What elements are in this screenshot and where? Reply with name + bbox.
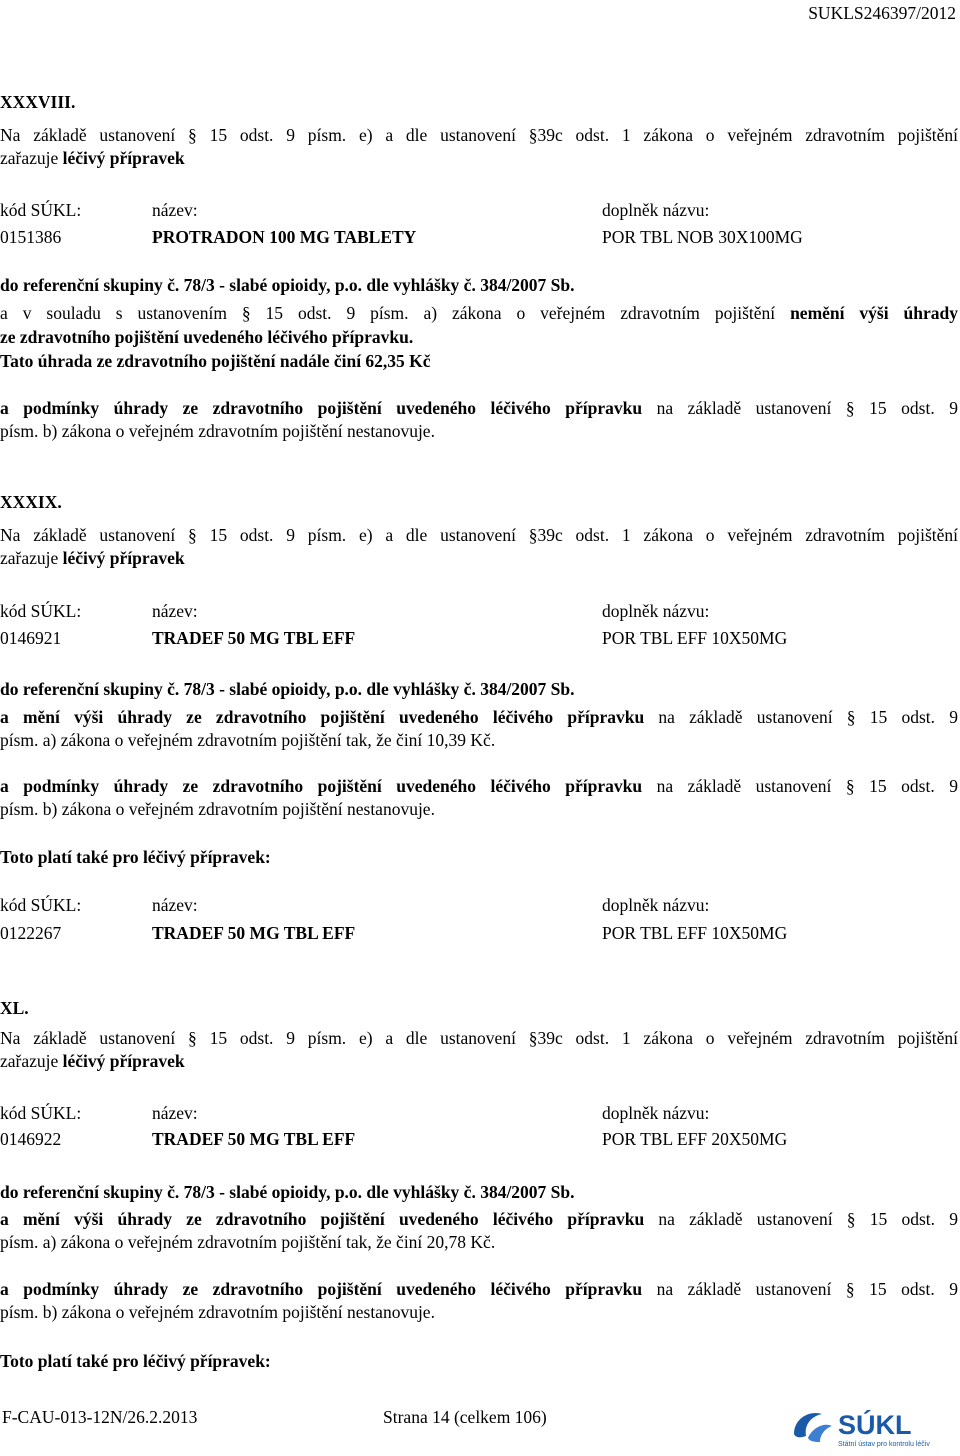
col-supplement-label: doplněk názvu: [602,601,710,621]
change-bold: a mění výši úhrady ze zdravotního pojištění uvedeného léčivého přípravku [0,1209,645,1229]
footer-page-number: Strana 14 (celkem 106) [383,1407,547,1427]
drug-code: 0146922 [0,1129,62,1149]
also-valid-heading: Toto platí také pro léčivý přípravek: [0,1351,271,1371]
logo-swoosh-icon-2 [808,1425,832,1442]
intro-lp: léčivý přípravek [62,1051,185,1071]
conditions-rest: na základě ustanovení § 15 odst. 9 [656,776,958,796]
drug-supplement: POR TBL EFF 20X50MG [602,1129,788,1149]
col-code-label: kód SÚKL: [0,895,82,915]
change-bold: a mění výši úhrady ze zdravotního pojištění uvedeného léčivého přípravku [0,707,645,727]
change-line-2: písm. a) zákona o veřejném zdravotním pojištění tak, že činí 20,78 Kč. [0,1232,496,1252]
conditions-line-2: písm. b) zákona o veřejném zdravotním pojištění nestanovuje. [0,421,435,441]
col-code-label: kód SÚKL: [0,1103,82,1123]
drug-name: TRADEF 50 MG TBL EFF [152,1129,356,1149]
no-change-line-2: ze zdravotního pojištění uvedeného léčivého přípravku. [0,327,414,347]
sukl-logo [788,1404,958,1450]
col-name-label: název: [152,601,198,621]
change-line [0,706,958,728]
no-change-bold: nemění výši úhrady [790,303,959,323]
col-code-label: kód SÚKL: [0,601,82,621]
logo-text: SÚKL [838,1410,912,1440]
document-id: SUKLS246397/2012 [808,3,956,23]
col-name-label: název: [152,1103,198,1123]
intro-zarazuje: zařazuje [0,148,59,168]
conditions-bold: a podmínky úhrady ze zdravotního pojištění uvedeného léčivého přípravku [0,776,643,796]
intro-lp: léčivý přípravek [62,148,185,168]
conditions-line-2: písm. b) zákona o veřejném zdravotním pojištění nestanovuje. [0,1302,435,1322]
conditions-rest: na základě ustanovení § 15 odst. 9 [656,398,958,418]
col-supplement-label: doplněk názvu: [602,200,710,220]
sukl-logo-graphic [788,1404,958,1450]
section-number: XXXVIII. [0,92,76,112]
drug-name: TRADEF 50 MG TBL EFF [152,628,356,648]
conditions-bold: a podmínky úhrady ze zdravotního pojištění uvedeného léčivého přípravku [0,1279,643,1299]
intro-zarazuje: zařazuje [0,548,59,568]
conditions-bold: a podmínky úhrady ze zdravotního pojištění uvedeného léčivého přípravku [0,398,643,418]
conditions-line [0,775,958,797]
reimbursement-amount: Tato úhrada ze zdravotního pojištění nadále činí 62,35 Kč [0,351,431,371]
logo-subtext: Státní ústav pro kontrolu léčiv [838,1441,930,1448]
reference-group: do referenční skupiny č. 78/3 - slabé opioidy, p.o. dle vyhlášky č. 384/2007 Sb. [0,275,575,295]
drug-name: PROTRADON 100 MG TABLETY [152,227,417,247]
footer-form-id: F-CAU-013-12N/26.2.2013 [2,1407,198,1427]
intro-line-2 [0,1050,958,1072]
intro-zarazuje: zařazuje [0,1051,59,1071]
no-change-text: a v souladu s ustanovením § 15 odst. 9 písm. a) zákona o veřejném zdravotním pojištění [0,303,776,323]
col-name-label: název: [152,200,198,220]
change-rest: na základě ustanovení § 15 odst. 9 [658,707,958,727]
drug-code: 0151386 [0,227,62,247]
intro-line: Na základě ustanovení § 15 odst. 9 písm. e) a dle ustanovení §39c odst. 1 zákona o veřejném zdravotním pojištění [0,125,958,145]
col-supplement-label: doplněk názvu: [602,895,710,915]
intro-line: Na základě ustanovení § 15 odst. 9 písm. e) a dle ustanovení §39c odst. 1 zákona o veřejném zdravotním pojištění [0,1028,958,1048]
drug-supplement: POR TBL EFF 10X50MG [602,628,788,648]
drug-supplement: POR TBL EFF 10X50MG [602,923,788,943]
conditions-rest: na základě ustanovení § 15 odst. 9 [656,1279,958,1299]
also-valid-heading: Toto platí také pro léčivý přípravek: [0,847,271,867]
no-change-line [0,302,958,324]
change-line [0,1208,958,1230]
change-line-2: písm. a) zákona o veřejném zdravotním pojištění tak, že činí 10,39 Kč. [0,730,496,750]
drug-code: 0122267 [0,923,62,943]
col-code-label: kód SÚKL: [0,200,82,220]
change-rest: na základě ustanovení § 15 odst. 9 [658,1209,958,1229]
intro-lp: léčivý přípravek [62,548,185,568]
reference-group: do referenční skupiny č. 78/3 - slabé opioidy, p.o. dle vyhlášky č. 384/2007 Sb. [0,679,575,699]
reference-group: do referenční skupiny č. 78/3 - slabé opioidy, p.o. dle vyhlášky č. 384/2007 Sb. [0,1182,575,1202]
drug-name: TRADEF 50 MG TBL EFF [152,923,356,943]
conditions-line [0,397,958,419]
drug-code: 0146921 [0,628,62,648]
intro-line-2 [0,147,958,169]
drug-supplement: POR TBL NOB 30X100MG [602,227,803,247]
col-name-label: název: [152,895,198,915]
col-supplement-label: doplněk názvu: [602,1103,710,1123]
conditions-line-2: písm. b) zákona o veřejném zdravotním pojištění nestanovuje. [0,799,435,819]
section-number: XXXIX. [0,492,62,512]
intro-line: Na základě ustanovení § 15 odst. 9 písm. e) a dle ustanovení §39c odst. 1 zákona o veřejném zdravotním pojištění [0,525,958,545]
conditions-line [0,1278,958,1300]
section-number: XL. [0,998,29,1018]
intro-line-2 [0,547,958,569]
